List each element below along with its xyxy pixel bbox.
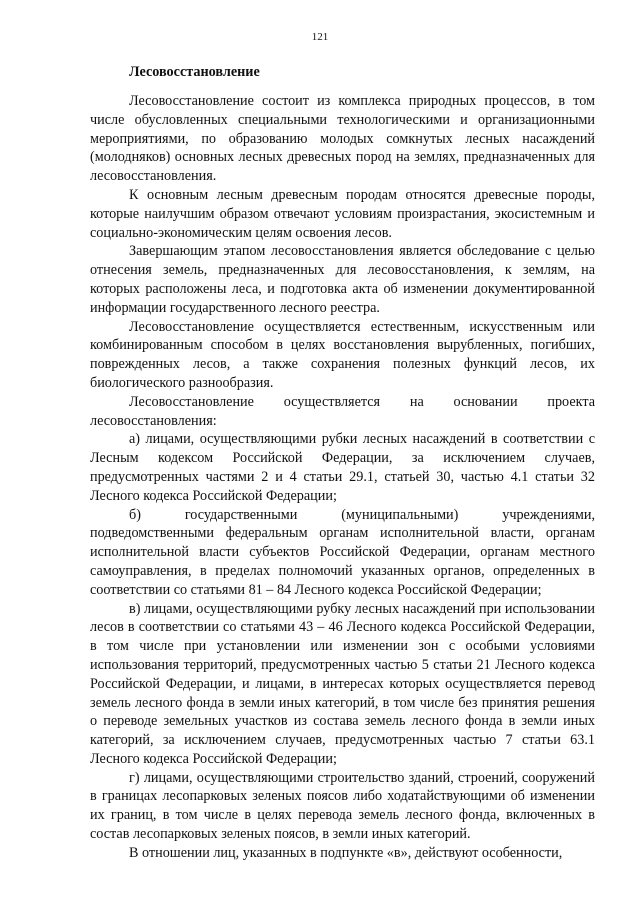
paragraph-definition: Лесовосстановление состоит из комплекса природных процессов, в том числе обусловленных специальными технологическими и организационными мероприятиями, по образованию молодых сомкнутых лесных насаждений (молодняков) основных лесных древесных пород на землях, предназначенных для лесовосстановления. [90, 93, 595, 185]
paragraph-methods: Лесовосстановление осуществляется естественным, искусственным или комбинированным способом в целях восстановления вырубленных, погибших, поврежденных лесов, а также сохранения полезных функций лесов, их биологического разнообразия. [90, 318, 595, 391]
list-item-a: а) лицами, осуществляющими рубки лесных насаждений в соответствии с Лесным кодексом Российской Федерации, за исключением случаев, предусмотренных частями 2 и 4 статьи 29.1, статьей 30, частью 4.1 статьи 32 Лесного кодекса Российской Федерации; [90, 431, 595, 504]
paragraph-special-rules: В отношении лиц, указанных в подпункте «в», действуют особенности, [129, 844, 563, 861]
list-item-v: в) лицами, осуществляющими рубку лесных насаждений при использовании лесов в соответствии со статьями 43 – 46 Лесного кодекса Российской Федерации, в том числе при установлении или изменении зон с особыми условиями использования территорий, предусмотренных частью 5 статьи 21 Лесного кодекса Российской Федерации, и лицами, в интересах которых осуществляется перевод земель лесного фонда в земли иных категорий, в том числе без принятия решения о переводе земельных участков из состава земель лесного фонда в земли иных категорий, за исключением случаев, предусмотренных частью 7 статьи 63.1 Лесного кодекса Российской Федерации; [90, 600, 595, 767]
paragraph-main-species: К основным лесным древесным породам относятся древесные породы, которые наилучшим образом отвечают условиям произрастания, экосистемным и социально-экономическим целям освоения лесов. [90, 186, 595, 241]
list-item-b: б) государственными (муниципальными) учреждениями, подведомственными федеральным органам исполнительной власти, органам исполнительной власти субъектов Российской Федерации, органам местного самоуправления, в пределах полномочий указанных органов, определенных в соответствии со статьями 81 – 84 Лесного кодекса Российской Федерации; [90, 506, 595, 598]
paragraph-project-basis: Лесовосстановление осуществляется на основании проекта лесовосстановления: [90, 393, 595, 429]
list-item-g: г) лицами, осуществляющими строительство зданий, строений, сооружений в границах лесопарковых зеленых поясов либо ходатайствующими об изменении их границ, в том числе в целях перевода земель лесного фонда, включенных в состав лесопарковых зеленых поясов, в земли иных категорий. [90, 769, 595, 843]
section-heading: Лесовосстановление [129, 64, 260, 80]
body-text [90, 92, 595, 863]
paragraph-final-stage: Завершающим этапом лесовосстановления является обследование с целью отнесения земель, предназначенных для лесовосстановления, к землям, на которых расположены леса, и подготовка акта об изменении документированной информации государственного лесного реестра. [90, 243, 595, 316]
page-number: 121 [311, 31, 329, 43]
